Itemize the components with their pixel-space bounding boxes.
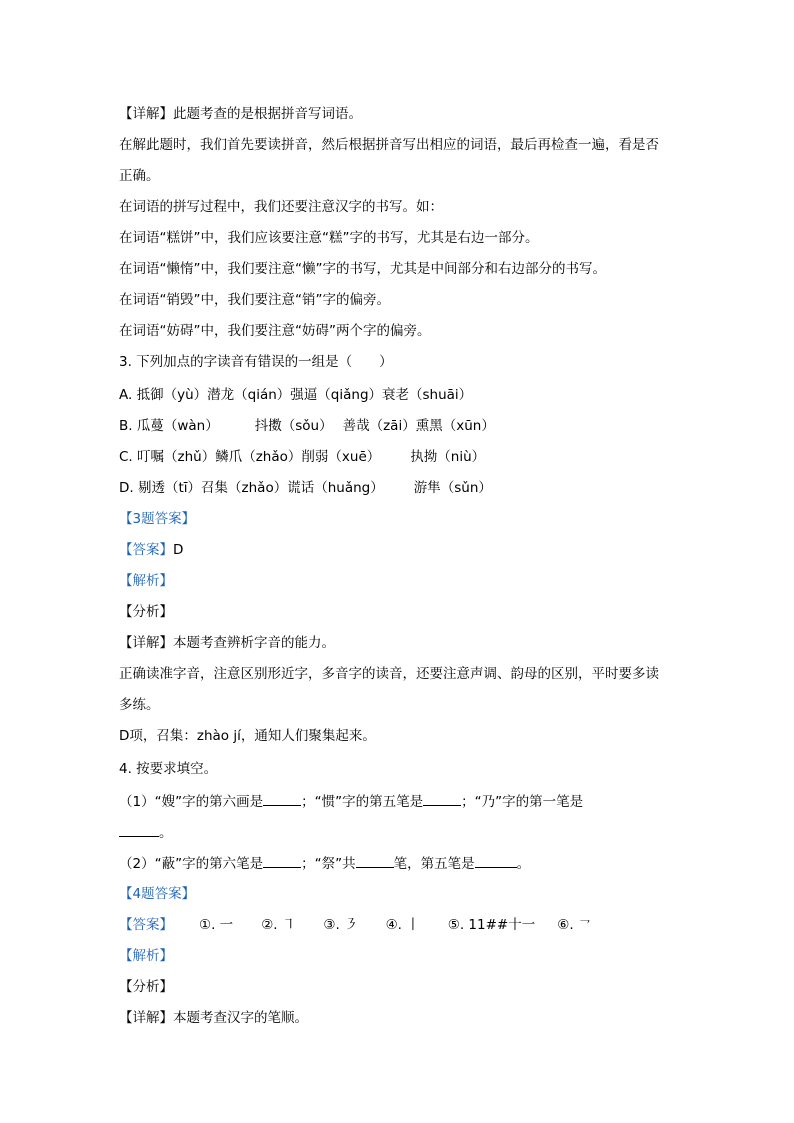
q3-detail: 【详解】本题考查辨析字音的能力。: [119, 635, 335, 651]
sub1-text-a: （1）“嫂”字的第六画是: [119, 794, 264, 810]
q2-note-1: 在词语“糕饼”中，我们应该要注意“糕”字的书写，尤其是右边一部分。: [119, 230, 539, 246]
fill-blank[interactable]: [119, 823, 159, 837]
option-part: 潜龙（qián）: [207, 387, 291, 403]
option-part: 衰老（shuāi）: [382, 387, 473, 403]
option-part: 瓜蔓（wàn）: [136, 418, 219, 434]
q4-fenxi-heading: 【分析】: [119, 979, 173, 995]
q3-explain-line2: 多练。: [119, 697, 160, 713]
option-part: 善哉（zāi）: [342, 418, 416, 434]
q3-answer-heading: 【3题答案】: [119, 511, 196, 527]
q2-para2: 在词语的拼写过程中，我们还要注意汉字的书写。如：: [119, 199, 443, 215]
option-part: 叮嘱（zhǔ）: [137, 449, 216, 465]
q3-fenxi-heading: 【分析】: [119, 604, 173, 620]
fill-blank[interactable]: [423, 792, 461, 806]
sub2-end: 。: [516, 856, 531, 872]
q4-sub2: [119, 854, 530, 873]
option-part: 游隼（sǔn）: [413, 480, 492, 496]
q4-sub1: [119, 792, 583, 811]
q4-analysis-heading: 【解析】: [119, 948, 173, 964]
q3-option-a: [119, 386, 472, 404]
q4-stem: 4. 按要求填空。: [119, 761, 218, 777]
option-part: 强逼（qiǎng）: [290, 387, 383, 403]
q3-option-b: [119, 417, 495, 435]
option-letter: A.: [119, 387, 133, 403]
option-part: 召集（zhǎo）: [201, 480, 288, 496]
fill-blank[interactable]: [356, 854, 394, 868]
answer-item: ①. 一: [199, 917, 234, 933]
option-letter: B.: [119, 418, 133, 434]
sub2-text-b: ；“祭”共: [301, 856, 356, 872]
q3-answer: [119, 541, 183, 559]
option-letter: C.: [119, 449, 133, 465]
q3-option-c: [119, 448, 485, 466]
option-part: 谎话（huǎng）: [287, 480, 384, 496]
q3-option-d: [119, 479, 492, 497]
option-letter: D.: [119, 480, 134, 496]
q4-detail: 【详解】本题考查汉字的笔顺。: [119, 1010, 308, 1026]
option-part: 鳞爪（zhǎo）: [215, 449, 302, 465]
option-part: 削弱（xuē）: [301, 449, 381, 465]
fill-blank[interactable]: [475, 854, 517, 868]
option-part: 抵御（yù）: [136, 387, 208, 403]
answer-value: D: [173, 542, 184, 558]
q3-explain-line1: 正确读准字音，注意区别形近字，多音字的读音，还要注意声调、韵母的区别，平时要多读: [119, 666, 659, 682]
q4-sub1-continued: [119, 823, 173, 842]
sub1-text-c: ；“乃”字的第一笔是: [461, 794, 584, 810]
q2-note-3: 在词语“销毁”中，我们要注意“销”字的偏旁。: [119, 292, 390, 308]
q4-answer: [119, 916, 591, 934]
answer-item: ⑥. ㇖: [557, 917, 592, 933]
q2-detail-intro: 【详解】此题考查的是根据拼音写词语。: [119, 106, 362, 122]
q3-explain-line3: D项，召集：zhào jí，通知人们聚集起来。: [119, 728, 376, 744]
option-part: 执拗（niù）: [410, 449, 486, 465]
q2-note-2: 在词语“懒惰”中，我们要注意“懒”字的书写，尤其是中间部分和右边部分的书写。: [119, 261, 606, 277]
sub1-end: 。: [159, 825, 173, 841]
sub2-text-c: 笔，第五笔是: [393, 856, 475, 872]
answer-item: ②. ㇕: [261, 917, 296, 933]
q3-analysis-heading: 【解析】: [119, 573, 173, 589]
answer-item: ⑤. 11##十一: [447, 917, 536, 933]
fill-blank[interactable]: [263, 854, 301, 868]
option-part: 抖擞（sǒu）: [254, 418, 333, 434]
q4-answer-heading: 【4题答案】: [119, 886, 196, 902]
answer-item: ④. 丨: [385, 917, 420, 933]
q3-stem: 3. 下列加点的字读音有错误的一组是（ ）: [119, 354, 393, 370]
sub1-text-b: ；“惯”字的第五笔是: [301, 794, 424, 810]
sub2-text-a: （2）“蔽”字的第六笔是: [119, 856, 264, 872]
q2-para1-line1: 在解此题时，我们首先要读拼音，然后根据拼音写出相应的词语，最后再检查一遍，看是否: [119, 137, 659, 153]
answer-label: 【答案】: [119, 542, 173, 558]
q2-para1-line2: 正确。: [119, 168, 160, 184]
fill-blank[interactable]: [263, 792, 301, 806]
q2-note-4: 在词语“妨碍”中，我们要注意“妨碍”两个字的偏旁。: [119, 323, 431, 339]
answer-item: ③. ㇋: [323, 917, 358, 933]
option-part: 熏黑（xūn）: [415, 418, 495, 434]
option-part: 剔透（tī）: [137, 480, 202, 496]
answer-label: 【答案】: [119, 917, 173, 933]
